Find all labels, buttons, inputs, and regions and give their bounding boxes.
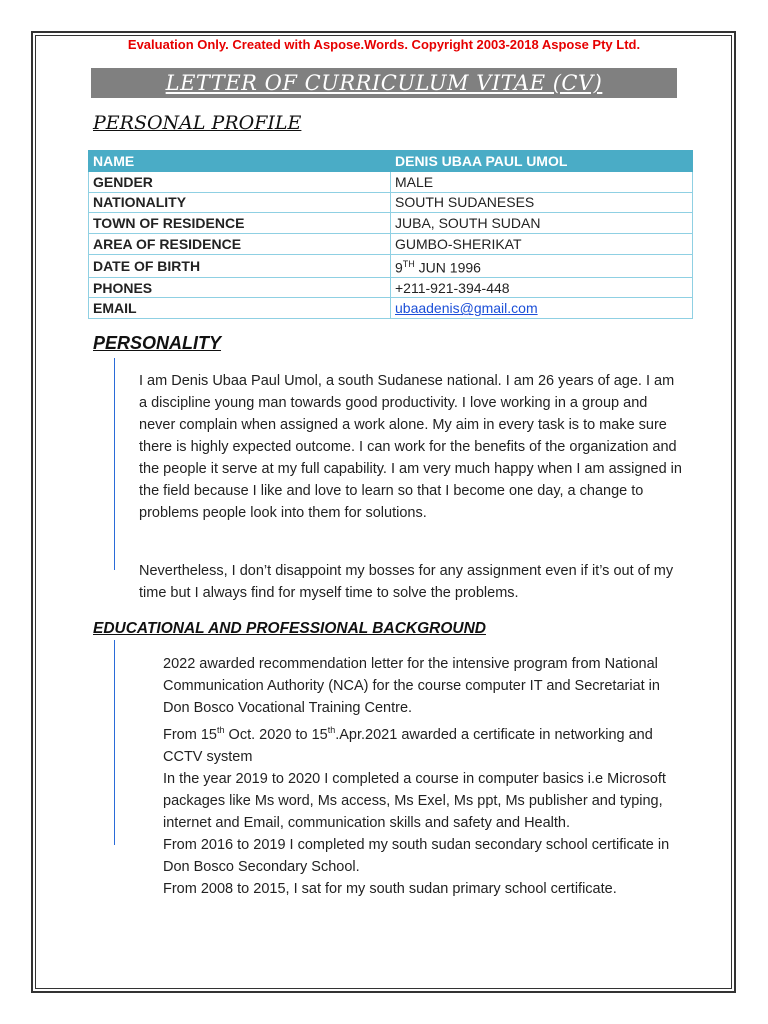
list-item-text: Oct. 2020 to 15 <box>224 726 328 743</box>
profile-value: DENIS UBAA PAUL UMOL <box>391 151 693 172</box>
table-row <box>89 277 693 298</box>
profile-key: NATIONALITY <box>89 192 391 213</box>
profile-key: NAME <box>89 151 391 172</box>
profile-key: EMAIL <box>89 298 391 319</box>
profile-key: DATE OF BIRTH <box>89 254 391 277</box>
personal-profile-table <box>88 150 693 319</box>
left-rule <box>114 358 115 570</box>
profile-key: PHONES <box>89 277 391 298</box>
list-item <box>140 719 680 768</box>
profile-value: SOUTH SUDANESES <box>391 192 693 213</box>
superscript: th <box>217 725 225 735</box>
personality-paragraph: I am Denis Ubaa Paul Umol, a south Sudanese national. I am 26 years of age. I am a discipline young man towards good productivity. I love working in a group and never complain when assigned a work alone. My aim in every task is to make sure there is highly expected outcome. I can work for the benefits of the organization and the people it serve at my full capability. I am very much happy when I am assigned in the field because I like and love to learn so that I become one day, a change to problems people look into them for solutions. <box>139 373 682 521</box>
profile-value: GUMBO-SHERIKAT <box>391 234 693 255</box>
profile-key: GENDER <box>89 171 391 192</box>
list-item <box>140 653 680 719</box>
profile-value: JUBA, SOUTH SUDAN <box>391 213 693 234</box>
table-row <box>89 298 693 319</box>
personality-paragraph: Nevertheless, I don’t disappoint my bosses for any assignment even if it’s out of my time but I always find for myself time to solve the problems. <box>139 563 674 601</box>
list-item-text: .Apr.2021 awarded a certificate in networking and CCTV system <box>163 726 653 765</box>
superscript: th <box>327 725 336 735</box>
table-row <box>89 171 693 192</box>
table-row <box>89 254 693 277</box>
personality-heading: PERSONALITY <box>93 333 222 353</box>
list-item-text: 2022 awarded recommendation letter for the intensive program from National Communication Authority (NCA) for the course computer IT and Secretariat in Don Bosco Vocational Training Centre. <box>163 656 660 716</box>
personal-profile-heading: PERSONAL PROFILE <box>93 112 302 134</box>
list-item-text: In the year 2019 to 2020 I completed a course in computer basics i.e Microsoft packages like Ms word, Ms access, Ms Exel, Ms ppt, Ms publisher and typing, internet and Email, communication skills and safety and Health. <box>163 770 666 831</box>
education-list <box>140 653 680 900</box>
title-bar <box>91 68 677 98</box>
left-rule <box>114 640 115 845</box>
document-title: LETTER OF CURRICULUM VITAE (CV) <box>165 71 603 95</box>
dob-suffix: TH <box>402 258 415 269</box>
list-item-text: From 2008 to 2015, I sat for my south sudan primary school certificate. <box>163 880 617 897</box>
profile-value: +211-921-394-448 <box>391 277 693 298</box>
list-item-text: From 15 <box>163 726 217 743</box>
profile-value: MALE <box>391 171 693 192</box>
dob-rest: JUN 1996 <box>414 259 481 276</box>
table-row <box>89 234 693 255</box>
list-item <box>140 768 680 834</box>
profile-value-dob <box>391 254 693 277</box>
list-item <box>140 834 680 878</box>
profile-key: AREA OF RESIDENCE <box>89 234 391 255</box>
profile-value-email <box>391 298 693 319</box>
education-heading: EDUCATIONAL AND PROFESSIONAL BACKGROUND <box>93 620 486 637</box>
evaluation-notice: Evaluation Only. Created with Aspose.Words. Copyright 2003-2018 Aspose Pty Ltd. <box>127 37 641 52</box>
table-row <box>89 213 693 234</box>
profile-key: TOWN OF RESIDENCE <box>89 213 391 234</box>
email-link[interactable]: ubaadenis@gmail.com <box>395 300 538 317</box>
table-row <box>89 151 693 172</box>
list-item-text: From 2016 to 2019 I completed my south sudan secondary school certificate in Don Bosco Secondary School. <box>163 836 670 875</box>
dob-day: 9 <box>395 259 403 276</box>
table-row <box>89 192 693 213</box>
list-item <box>140 878 680 900</box>
